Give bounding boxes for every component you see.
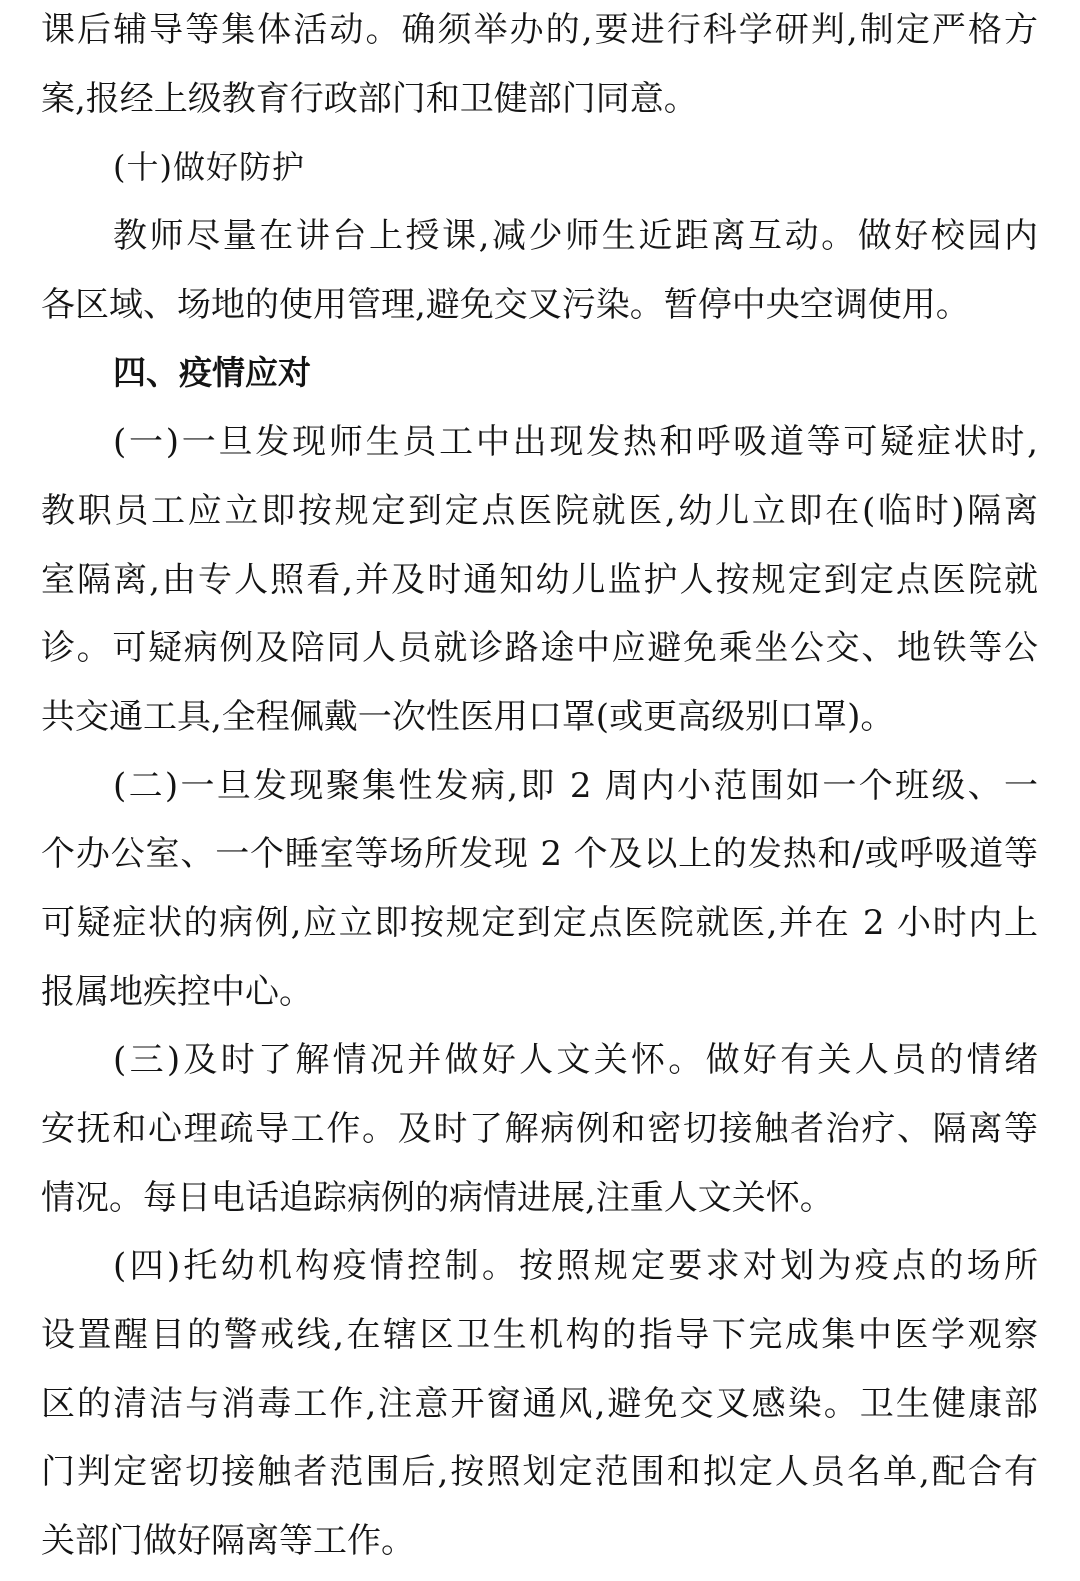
text-line: 个办公室、一个睡室等场所发现 2 个及以上的发热和/或呼吸道等 xyxy=(41,834,1038,875)
text-line: 各区域、场地的使用管理,避免交叉污染。暂停中央空调使用。 xyxy=(41,284,970,325)
text-line: 教师尽量在讲台上授课,减少师生近距离互动。做好校园内 xyxy=(113,216,1038,257)
text-line: (一)一旦发现师生员工中出现发热和呼吸道等可疑症状时, xyxy=(113,422,1038,463)
text-line: 情况。每日电话追踪病例的病情进展,注重人文关怀。 xyxy=(41,1177,834,1218)
paragraph-item-3-humanistic-care xyxy=(41,1026,1038,1232)
text-line: 区的清洁与消毒工作,注意开窗通风,避免交叉感染。卫生健康部 xyxy=(41,1383,1038,1424)
text-line: 教职员工应立即按规定到定点医院就医,幼儿立即在(临时)隔离 xyxy=(41,490,1038,531)
text-line: 安抚和心理疏导工作。及时了解病例和密切接触者治疗、隔离等 xyxy=(41,1109,1038,1149)
subheading-protection xyxy=(41,133,1038,202)
text-line: 课后辅导等集体活动。确须举办的,要进行科学研判,制定严格方 xyxy=(41,10,1038,50)
paragraph-item-2-cluster-cases xyxy=(41,752,1038,1027)
text-line: 诊。可疑病例及陪同人员就诊路途中应避免乘坐公交、地铁等公 xyxy=(41,628,1038,669)
text-line: (四)托幼机构疫情控制。按照规定要求对划为疫点的场所 xyxy=(113,1246,1038,1287)
text-line: 设置醒目的警戒线,在辖区卫生机构的指导下完成集中医学观察 xyxy=(41,1315,1038,1356)
text-line: 报属地疾控中心。 xyxy=(41,971,313,1012)
text-line: (二)一旦发现聚集性发病,即 2 周内小范围如一个班级、一 xyxy=(113,765,1038,806)
section-heading-text: 四、疫情应对 xyxy=(113,353,311,393)
paragraph-activity-approval xyxy=(41,0,1038,133)
text-line: 共交通工具,全程佩戴一次性医用口罩(或更高级别口罩)。 xyxy=(41,696,895,737)
text-line: 门判定密切接触者范围后,按照划定范围和拟定人员名单,配合有 xyxy=(41,1452,1038,1493)
section-heading-epidemic-response xyxy=(41,339,1038,408)
text-line: 案,报经上级教育行政部门和卫健部门同意。 xyxy=(41,78,698,119)
text-line: (三)及时了解情况并做好人文关怀。做好有关人员的情绪 xyxy=(113,1040,1038,1081)
text-line: 可疑症状的病例,应立即按规定到定点医院就医,并在 2 小时内上 xyxy=(41,902,1038,943)
paragraph-item-1-suspected-symptoms xyxy=(41,408,1038,751)
paragraph-item-4-epidemic-control xyxy=(41,1232,1038,1575)
paragraph-teacher-protection xyxy=(41,202,1038,339)
text-line: 关部门做好隔离等工作。 xyxy=(41,1521,415,1562)
text-line: 室隔离,由专人照看,并及时通知幼儿监护人按规定到定点医院就 xyxy=(41,559,1038,600)
subheading-text: (十)做好防护 xyxy=(113,148,305,187)
